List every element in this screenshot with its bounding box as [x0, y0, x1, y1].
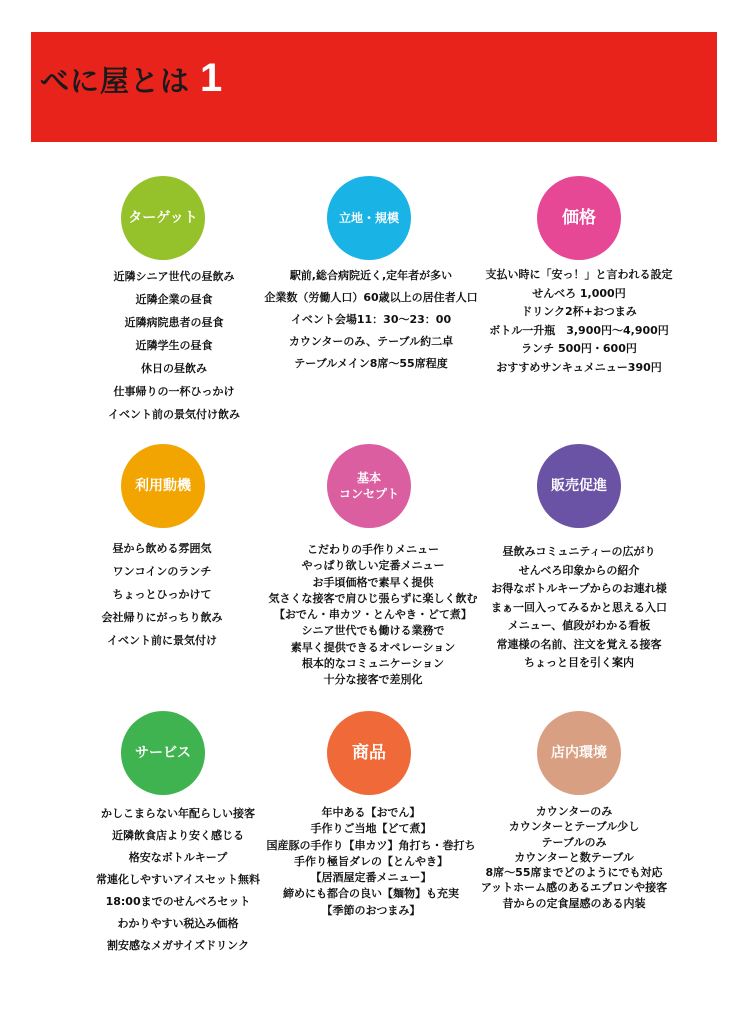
list-item: お得なボトルキープからのお連れ様: [491, 582, 667, 595]
list-item: ドリンク2杯+おつまみ: [521, 305, 637, 318]
list-item: かしこまらない年配らしい接客: [101, 807, 255, 820]
list-item: 根本的なコミュニケーション: [301, 657, 445, 671]
list-item: イベント会場11：30～23：00: [290, 313, 452, 326]
list-item: 国産豚の手作り【串カツ】角打ち・巻打ち: [266, 838, 476, 852]
list-item: わかりやすい税込み価格: [117, 917, 239, 930]
list-item: 締めにも都合の良い【麺物】も充実: [283, 887, 459, 901]
list-item: 昼から飲める雰囲気: [112, 542, 212, 555]
list-item: 企業数（労働人口）60歳以上の居住者人口: [264, 291, 478, 304]
list-item: 昼飲みコミュニティーの広がり: [502, 545, 656, 558]
circle-motive: 利用動機: [121, 444, 205, 528]
list-item: 近隣企業の昼食: [135, 293, 213, 306]
list-item: まぁ一回入ってみるかと思える入口: [491, 600, 667, 614]
list-location: [252, 265, 490, 375]
title-number: 1: [200, 56, 224, 100]
list-item: 格安なボトルキープ: [128, 851, 228, 864]
list-item: テーブルのみ: [541, 835, 607, 849]
circle-concept: 基本 コンセプト: [327, 444, 411, 528]
list-item: カウンターのみ、テーブル約二卓: [288, 335, 454, 348]
list-item: カウンターのみ: [535, 805, 613, 818]
circle-service: サービス: [121, 711, 205, 795]
list-item: 駅前,総合病院近く,定年者が多い: [289, 269, 453, 282]
list-item: テーブルメイン8席～55席程度: [294, 357, 448, 370]
list-item: やっぱり欲しい定番メニュー: [301, 559, 445, 573]
list-concept: [252, 542, 494, 689]
list-item: ランチ 500円・600円: [521, 342, 637, 355]
list-environment: [470, 804, 678, 911]
list-promotion: [470, 543, 688, 673]
list-item: カウンターとテーブル少し: [508, 820, 640, 834]
list-item: ワンコインのランチ: [112, 565, 212, 578]
list-item: 会社帰りにがっちり飲み: [101, 611, 223, 624]
list-item: 【居酒屋定番メニュー】: [310, 871, 432, 885]
list-item: おすすめサンキュメニュー390円: [496, 360, 662, 374]
list-item: 昔からの定食屋感のある内装: [502, 896, 646, 910]
list-item: 【季節のおつまみ】: [321, 903, 421, 917]
circle-environment: 店内環境: [537, 711, 621, 795]
list-item: ボトル一升瓶 3,900円～4,900円: [489, 323, 669, 337]
list-item: お手頃価格で素早く提供: [312, 575, 434, 589]
list-item: 手作りご当地【どて煮】: [310, 822, 432, 836]
list-item: ちょっとひっかけて: [112, 588, 212, 601]
list-item: 支払い時に「安っ！」と言われる設定: [485, 268, 673, 281]
list-price: [468, 266, 690, 377]
list-item: イベント前の景気付け飲み: [108, 408, 240, 421]
list-item: 十分な接客で差別化: [323, 673, 423, 687]
list-item: 18:00までのせんべろセット: [105, 895, 251, 908]
title-text: べに屋とは: [40, 64, 191, 98]
list-item: せんべろ 1,000円: [532, 286, 626, 300]
list-item: 常連様の名前、注文を覚える接客: [496, 637, 662, 651]
circle-location: 立地・規模: [327, 176, 411, 260]
list-item: 8席～55席までどのようにでも対応: [485, 866, 663, 880]
circle-promotion: 販売促進: [537, 444, 621, 528]
list-item: こだわりの手作りメニュー: [307, 543, 439, 556]
list-item: イベント前に景気付け: [107, 634, 217, 647]
list-item: シニア世代でも働ける業務で: [301, 624, 445, 638]
list-item: 気さくな接客で肩ひじ張らずに楽しく飲む: [268, 591, 478, 605]
list-product: [252, 805, 490, 919]
list-item: 近隣学生の昼食: [135, 339, 213, 352]
list-item: 仕事帰りの一杯ひっかけ: [113, 385, 235, 398]
list-item: 年中ある【おでん】: [321, 806, 421, 819]
list-item: 近隣病院患者の昼食: [124, 316, 224, 329]
circle-price: 価格: [537, 176, 621, 260]
circle-product: 商品: [327, 711, 411, 795]
list-item: カウンターと数テーブル: [514, 850, 634, 864]
list-item: せんべろ印象からの紹介: [518, 563, 640, 577]
list-item: 近隣シニア世代の昼飲み: [113, 270, 235, 283]
list-item: 手作り極旨ダレの【とんやき】: [294, 854, 448, 868]
list-item: 割安感なメガサイズドリンク: [107, 939, 249, 952]
page-title: [40, 56, 223, 101]
list-motive: [52, 537, 272, 652]
list-item: ちょっと目を引く案内: [524, 656, 634, 669]
list-item: 常連化しやすいアイスセット無料: [96, 873, 260, 886]
list-item: 【おでん・串カツ・とんやき・どて煮】: [274, 608, 472, 622]
list-item: 近隣飲食店より安く感じる: [112, 829, 244, 842]
circle-target: ターゲット: [121, 176, 205, 260]
list-item: メニュー、値段がわかる看板: [507, 619, 651, 632]
list-item: 素早く提供できるオペレーション: [290, 640, 456, 654]
list-target: [65, 265, 283, 426]
list-item: 休日の昼飲み: [141, 362, 207, 375]
list-item: アットホーム感のあるエプロンや接客: [480, 881, 668, 895]
